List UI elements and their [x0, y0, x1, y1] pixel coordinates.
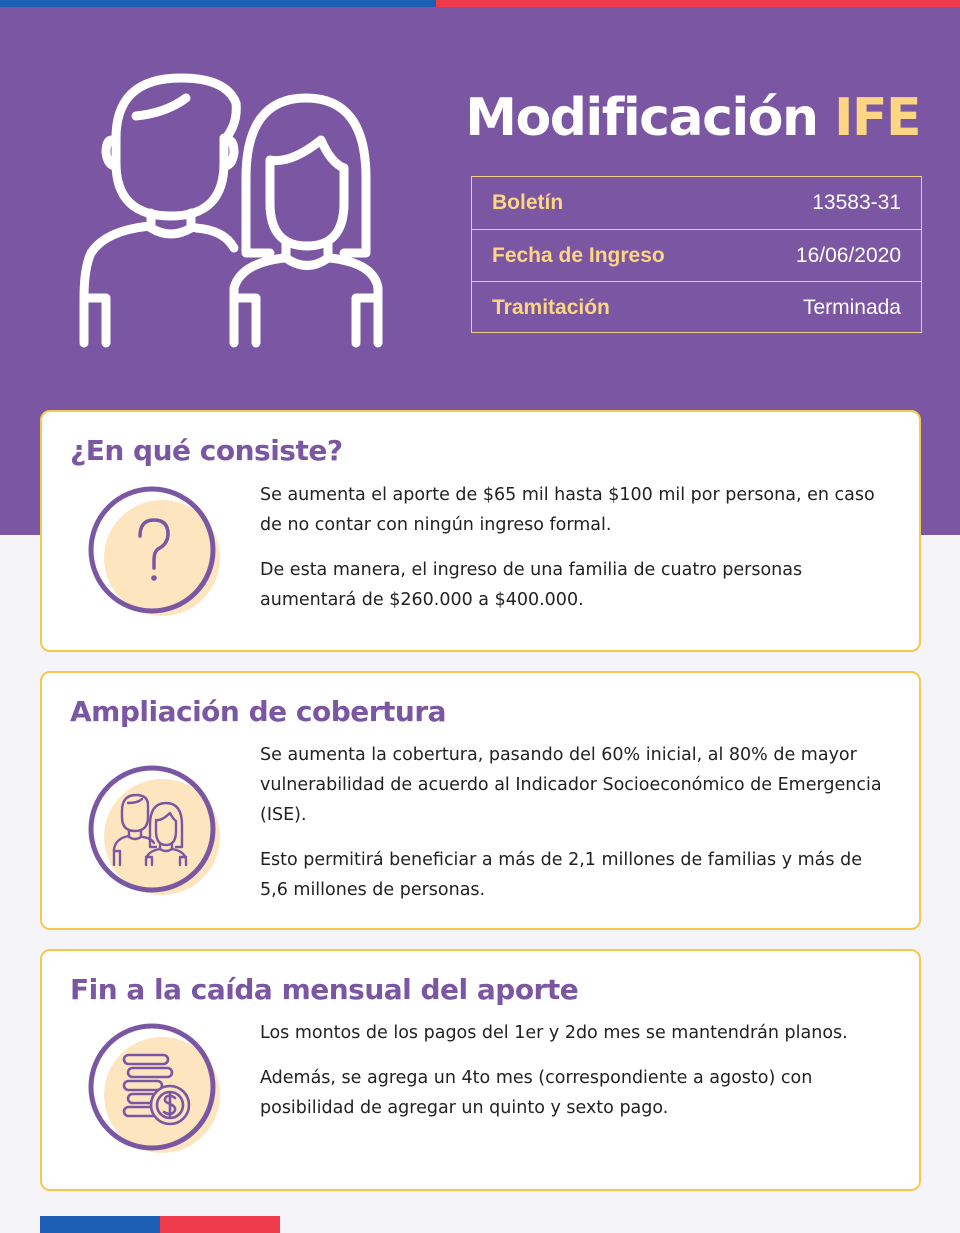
title-accent: IFE — [834, 88, 920, 148]
flag-red-stripe — [436, 0, 960, 7]
section-title: Fin a la caída mensual del aporte — [70, 973, 579, 1006]
info-value: 16/06/2020 — [795, 243, 901, 267]
info-value: Terminada — [802, 295, 901, 319]
section-title: Ampliación de cobertura — [70, 695, 447, 728]
top-flag-bar — [0, 0, 960, 7]
section-body — [260, 1018, 890, 1138]
section-paragraph: Se aumenta la cobertura, pasando del 60% inicial, al 80% de mayor vulnerabilidad de acuerdo al Indicador Socioeconómico de Emergencia (ISE). — [260, 745, 882, 825]
family-icon — [88, 765, 222, 899]
section-card-aporte — [40, 949, 921, 1191]
section-title: ¿En qué consiste? — [70, 434, 343, 467]
info-label: Tramitación — [492, 295, 610, 319]
flag-blue-stripe — [40, 1216, 160, 1233]
section-paragraph: De esta manera, el ingreso de una familia de cuatro personas aumentará de $260.000 a $400.000. — [260, 560, 803, 610]
section-paragraph: Además, se agrega un 4to mes (correspondiente a agosto) con posibilidad de agregar un quinto y sexto pago. — [260, 1068, 813, 1118]
flag-blue-stripe — [0, 0, 436, 7]
info-row-tramitacion — [472, 281, 921, 333]
bottom-flag-bar — [40, 1216, 280, 1233]
section-card-cobertura — [40, 671, 921, 930]
info-label: Boletín — [492, 191, 564, 214]
section-card-consiste — [40, 410, 921, 652]
section-body — [260, 740, 890, 920]
title-main: Modificación — [465, 88, 818, 148]
info-value: 13583-31 — [812, 191, 901, 214]
question-icon — [88, 486, 222, 620]
info-row-fecha — [472, 229, 921, 281]
section-paragraph: Esto permitirá beneficiar a más de 2,1 millones de familias y más de 5,6 millones de personas. — [260, 850, 862, 900]
section-paragraph: Los montos de los pagos del 1er y 2do mes se mantendrán planos. — [260, 1023, 848, 1043]
info-row-boletin — [472, 177, 921, 229]
info-table — [471, 176, 922, 333]
coins-dollar-icon — [88, 1023, 222, 1157]
info-label: Fecha de Ingreso — [492, 243, 665, 267]
flag-red-stripe — [160, 1216, 280, 1233]
page-title — [465, 88, 920, 148]
family-illustration-icon — [76, 68, 386, 358]
section-body — [260, 480, 890, 630]
section-paragraph: Se aumenta el aporte de $65 mil hasta $100 mil por persona, en caso de no contar con ningún ingreso formal. — [260, 485, 875, 535]
